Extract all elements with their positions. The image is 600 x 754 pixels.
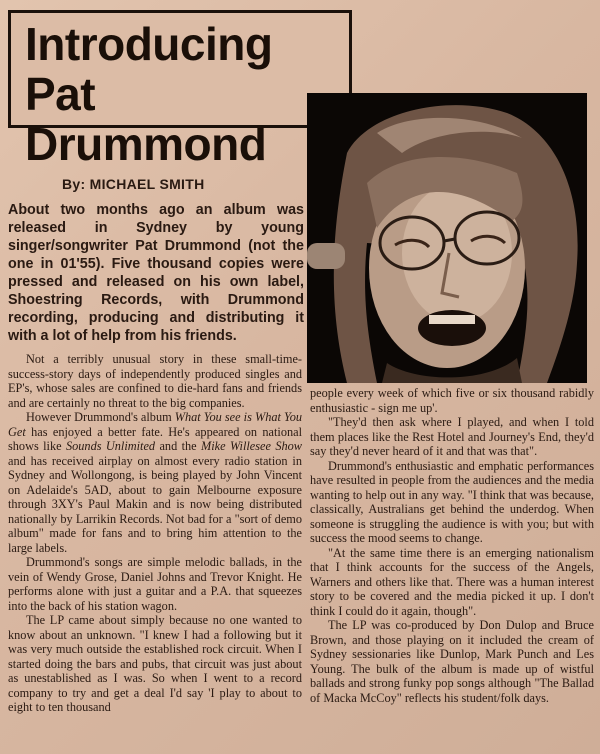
album-title: What You see is What You Get (8, 410, 303, 439)
article-column-1 (8, 352, 302, 715)
show-title: Sounds Unlimited (65, 439, 156, 453)
text-span: and has received airplay on almost every radio station in Sydney and Wollongong, is being played by John Vincent on Adelaide's 5AD, about to gain Melbourne exposure through 3XY's Paul Makin and is now being distributed nationally by Larrikin Records. Not bad for a "sort of demo album" made for fans and to bring him attention to the large labels. (8, 453, 302, 555)
headline-line-1: Introducing (25, 18, 273, 70)
byline: By: MICHAEL SMITH (62, 176, 205, 192)
paragraph: The LP was co-produced by Don Dulop and Bruce Brown, and those playing on it included the cream of Sydney sessionaries like Dunlop, Mark Punch and Les Young. The bulk of the album is made up of wistful ballads and strong funky pop songs although "The Ballad of Macka McCoy" reflects his student/folk days. (310, 618, 594, 705)
paragraph: Drummond's songs are simple melodic ballads, in the vein of Wendy Grose, Daniel Johns and Trevor Knight. He performs alone with just a guitar and a P.A. that squeezes into the back of his station wagon. (8, 555, 302, 613)
paragraph: "They'd then ask where I played, and when I told them places like the Rest Hotel and Journey's End, they'd say they'd never heard of it and that was that". (310, 415, 594, 458)
paragraph: "At the same time there is an emerging nationalism that I think accounts for the success of the Angels, Warners and others like that. There was a human interest story to be covered and the media picked it up. I don't think I could do it again, though". (310, 545, 594, 618)
headline-box (8, 10, 352, 170)
paragraph: Not a terribly unusual story in these small-time-success-story days of independently produced singles and EP's, whose sales are confined to die-hard fans and friends and are certainly no threat to the big companies. (8, 352, 302, 410)
show-title: Mike Willesee Show (201, 439, 302, 453)
headline (25, 19, 343, 169)
paragraph: Drummond's enthusiastic and emphatic performances have resulted in people from the audiences and the media wanting to help out in any way. "I think that was because, classically, Australians get behind the underdog. When someone is struggling the audience is with you; but with success the mood seems to change. (310, 458, 594, 545)
portrait-illustration (307, 93, 587, 383)
text-span: and the (155, 439, 202, 453)
text-span: However Drummond's album (26, 410, 175, 424)
text-span: has enjoyed a better fate. He's appeared on national shows like (8, 424, 302, 453)
lead-paragraph: About two months ago an album was released in Sydney by young singer/songwriter Pat Drummond (not the one in 01'55). Five thousand copies were pressed and released on his own label, Shoestring Records, with Drummond recording, producing and distributing it with a lot of help from his friends. (8, 202, 304, 344)
paragraph (8, 410, 302, 555)
article-column-2 (310, 386, 594, 705)
paragraph: The LP came about simply because no one wanted to know about an unknown. "I knew I had a following but it was very much outside the established rock circuit. When I started doing the bars and pubs, that circuit was just about as unestablished as I was. So when I went to a record company to try and get a deal I'd say 'I play to about to eight to ten thousand (8, 613, 302, 714)
paragraph: people every week of which five or six thousand rabidly enthusiastic - sign me up'. (310, 386, 594, 415)
portrait-photo (307, 93, 587, 383)
headline-line-2: Pat Drummond (25, 68, 267, 170)
